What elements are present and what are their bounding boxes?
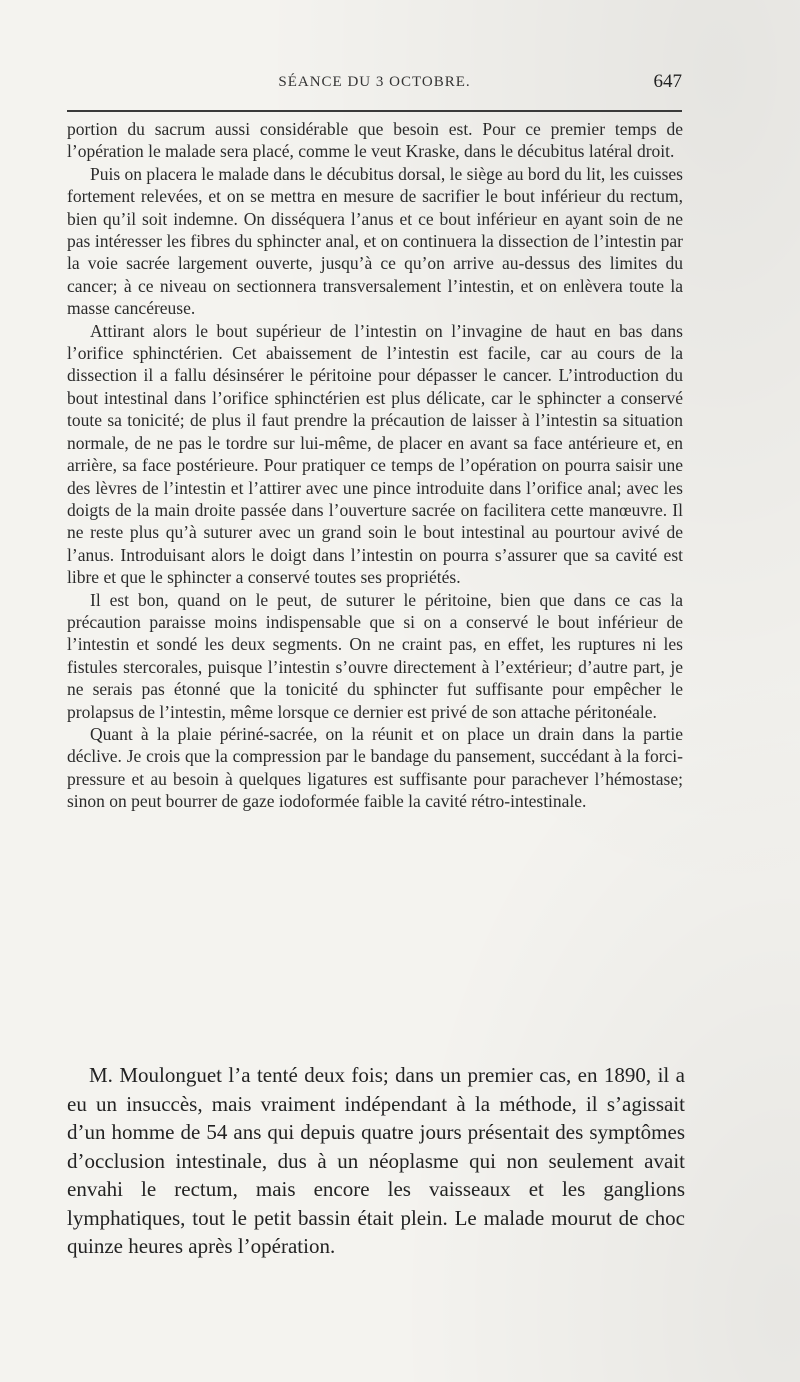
running-head: SÉANCE DU 3 OCTOBRE. [278, 74, 471, 90]
paragraph: Quant à la plaie périné-sacrée, on la réunit et on place un drain dans la partie déclive. Je crois que la compression par le bandage du pansement, succédant à la forci-pressure et au besoin à quelques ligatures est suffisante pour parachever l’hémostase; sinon on peut bourrer de gaze iodoformée faible la cavité rétro-intestinale. [67, 723, 683, 812]
paragraph: portion du sacrum aussi considérable que besoin est. Pour ce premier temps de l’opération le malade sera placé, comme le veut Kraske, dans le décubitus latéral droit. [67, 119, 683, 162]
header-rule [67, 110, 682, 112]
discussion-text [67, 1061, 685, 1261]
body-text [67, 118, 683, 813]
discussion-paragraph: M. Moulonguet l’a tenté deux fois; dans un premier cas, en 1890, il a eu un insuccès, mais vraiment indépendant à la méthode, il s’agissait d’un homme de 54 ans qui depuis quatre jours présentait des symptômes d’occlusion intestinale, dus à un néoplasme qui non seulement avait envahi le rectum, mais encore les vaisseaux et les ganglions lymphatiques, tout le petit bassin était plein. Le malade mourut de choc quinze heures après l’opération. [67, 1063, 685, 1258]
page-number: 647 [653, 71, 682, 92]
page-header [67, 71, 682, 100]
paragraph: Puis on placera le malade dans le décubitus dorsal, le siège au bord du lit, les cuisses fortement relevées, et on se mettra en mesure de sacrifier le bout inférieur du rectum, bien qu’il soit indemne. On disséquera l’anus et ce bout inférieur en ayant soin de ne pas intéresser les fibres du sphincter anal, et on continuera la dissection de l’intestin par la voie sacrée largement ouverte, jusqu’à ce qu’on arrive au-dessus des limites du cancer; à ce niveau on sectionnera transversalement l’intestin, et on enlèvera toute la masse cancéreuse. [67, 163, 683, 319]
paragraph: Il est bon, quand on le peut, de suturer le péritoine, bien que dans ce cas la précaution paraisse moins indispensable que si on a conservé le bout inférieur de l’intestin et sondé les deux segments. On ne craint pas, en effet, les ruptures ni les fistules stercorales, puisque l’intestin s’ouvre directement à l’extérieur; d’autre part, je ne serais pas étonné que la tonicité du sphincter fut suffisante pour empêcher le prolapsus de l’intestin, même lorsque ce dernier est privé de son attache péritonéale. [67, 589, 683, 722]
paragraph: Attirant alors le bout supérieur de l’intestin on l’invagine de haut en bas dans l’orifice sphinctérien. Cet abaissement de l’intestin est facile, car au cours de la dissection il a fallu désinsérer le péritoine pour dépasser le cancer. L’introduction du bout intestinal dans l’orifice sphinctérien est plus délicate, car le sphincter a conservé toute sa tonicité; de plus il faut prendre la précaution de laisser à l’intestin sa situation normale, de ne pas le tordre sur lui-même, de placer en avant sa face antérieure et, en arrière, sa face postérieure. Pour pratiquer ce temps de l’opération on pourra saisir une des lèvres de l’intestin et l’attirer avec une pince introduite dans l’orifice anal; avec les doigts de la main droite passée dans l’ouverture sacrée on facilitera cette manœuvre. Il ne reste plus qu’à suturer avec un grand soin le bout intestinal au pourtour avivé de l’anus. Introduisant alors le doigt dans l’intestin on pourra s’assurer que sa cavité est libre et que le sphincter a conservé toutes ses propriétés. [67, 320, 683, 588]
